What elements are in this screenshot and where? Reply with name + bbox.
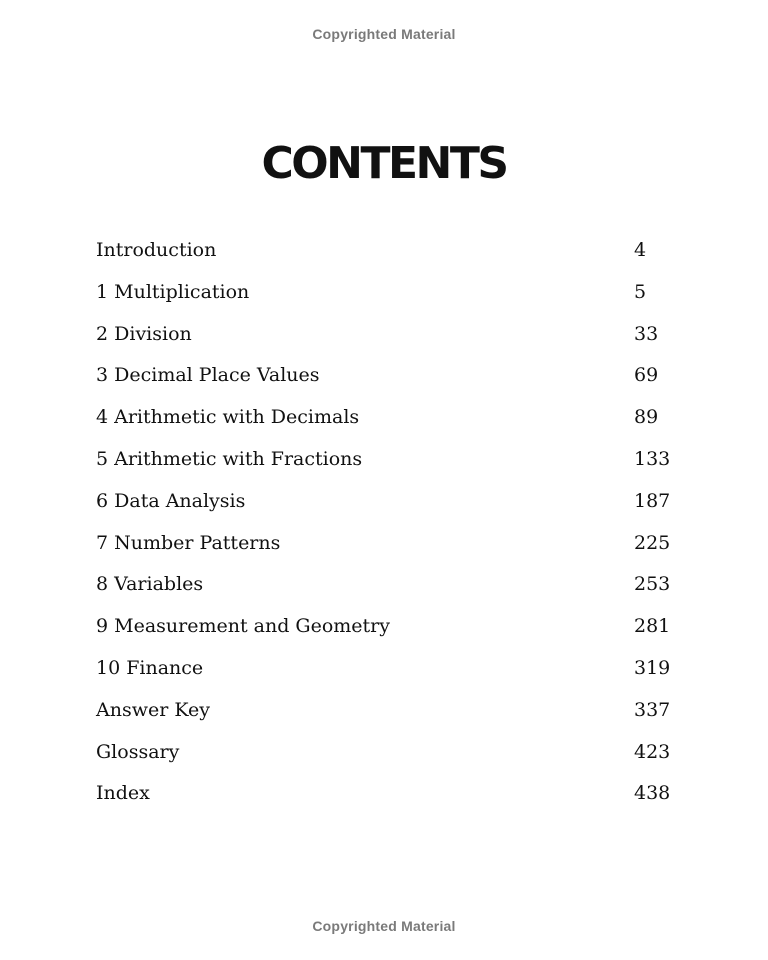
toc-entry-page: 423: [634, 740, 671, 763]
toc-entry-title: Index: [96, 782, 150, 805]
toc-entry-title: 3 Decimal Place Values: [96, 364, 320, 387]
toc-entry-page: 89: [634, 406, 659, 429]
toc-entry-title: 10 Finance: [96, 656, 204, 679]
toc-entry-page: 5: [634, 280, 647, 303]
toc-entry-page: 281: [634, 615, 671, 638]
toc-entry-title: Answer Key: [96, 698, 210, 721]
toc-entry-answer-key: [96, 697, 696, 739]
toc-entry-page: 319: [634, 656, 671, 679]
toc-entry-page: 187: [634, 489, 671, 512]
toc-entry-title: 8 Variables: [96, 573, 204, 596]
toc-entry-title: 4 Arithmetic with Decimals: [96, 406, 360, 429]
toc-entry-title: 6 Data Analysis: [96, 489, 246, 512]
toc-entry-division: [96, 321, 696, 363]
toc-entry-page: 337: [634, 698, 671, 721]
table-of-contents: [96, 237, 696, 822]
copyright-watermark-top: Copyrighted Material: [312, 26, 456, 42]
toc-entry-decimal-place-values: [96, 362, 696, 404]
toc-entry-page: 253: [634, 573, 671, 596]
copyright-watermark-bottom: Copyrighted Material: [312, 918, 456, 934]
toc-entry-page: 33: [634, 322, 659, 345]
toc-entry-arithmetic-with-decimals: [96, 404, 696, 446]
toc-entry-measurement-and-geometry: [96, 613, 696, 655]
toc-entry-title: 2 Division: [96, 322, 192, 345]
toc-entry-page: 133: [634, 447, 671, 470]
toc-entry-variables: [96, 571, 696, 613]
toc-entry-title: Glossary: [96, 740, 180, 763]
toc-entry-index: [96, 780, 696, 822]
toc-entry-title: 9 Measurement and Geometry: [96, 615, 390, 638]
toc-entry-data-analysis: [96, 488, 696, 530]
toc-entry-page: 438: [634, 782, 671, 805]
toc-entry-page: 69: [634, 364, 659, 387]
toc-entry-title: Introduction: [96, 239, 217, 261]
toc-entry-finance: [96, 655, 696, 697]
toc-entry-title: 5 Arithmetic with Fractions: [96, 447, 363, 470]
toc-entry-page: 225: [634, 531, 671, 554]
toc-entry-title: 1 Multiplication: [96, 280, 250, 303]
toc-entry-multiplication: [96, 279, 696, 321]
page-title: CONTENTS: [261, 138, 507, 189]
toc-entry-glossary: [96, 739, 696, 781]
toc-entry-page: 4: [634, 239, 647, 261]
toc-entry-introduction: [96, 237, 696, 279]
toc-entry-title: 7 Number Patterns: [96, 531, 281, 554]
toc-entry-arithmetic-with-fractions: [96, 446, 696, 488]
toc-entry-number-patterns: [96, 530, 696, 572]
